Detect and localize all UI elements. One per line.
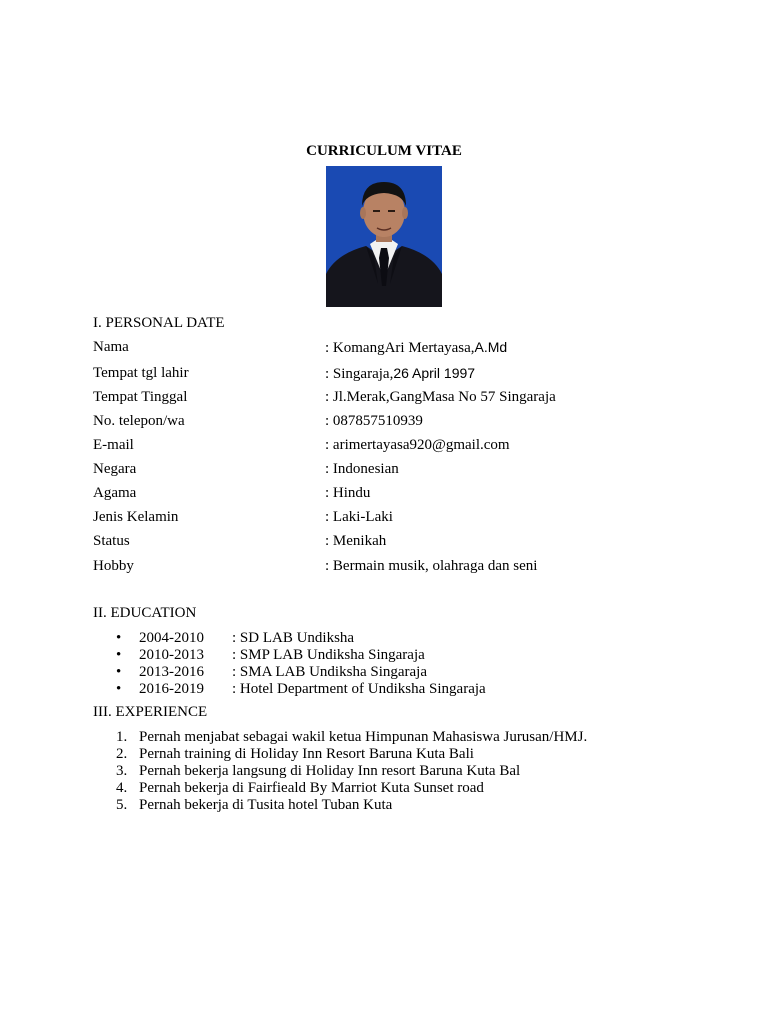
education-heading: II. EDUCATION [93, 605, 197, 621]
personal-row-email [93, 437, 693, 457]
row-value: : Menikah [325, 533, 387, 549]
personal-row-status [93, 533, 693, 553]
row-label: Nama [93, 339, 129, 355]
row-value: : Jl.Merak,GangMasa No 57 Singaraja [325, 389, 556, 405]
personal-row-address [93, 389, 693, 409]
row-value: : 087857510939 [325, 413, 423, 429]
personal-row-birth [93, 365, 693, 385]
personal-row-phone [93, 413, 693, 433]
row-label: No. telepon/wa [93, 413, 185, 429]
profile-photo [326, 166, 442, 307]
cv-title: CURRICULUM VITAE [306, 143, 462, 159]
personal-row-hobby [93, 558, 693, 578]
bullet-icon: • [116, 681, 122, 697]
row-label: Hobby [93, 558, 134, 574]
row-value: : Hindu [325, 485, 371, 501]
bullet-icon: • [116, 630, 122, 646]
row-value: : arimertayasa920@gmail.com [325, 437, 510, 453]
row-label: Tempat tgl lahir [93, 365, 189, 381]
row-value: : Singaraja,26 April 1997 [325, 365, 476, 382]
row-value: : KomangAri Mertayasa,A.Md [325, 339, 508, 356]
row-label: Negara [93, 461, 137, 477]
row-value: : Bermain musik, olahraga dan seni [325, 558, 538, 574]
row-label: Tempat Tinggal [93, 389, 188, 405]
personal-row-religion [93, 485, 693, 505]
row-label: Status [93, 533, 130, 549]
personal-row-name [93, 339, 693, 359]
row-label: E-mail [93, 437, 134, 453]
bullet-icon: • [116, 647, 122, 663]
row-label: Jenis Kelamin [93, 509, 179, 525]
bullet-icon: • [116, 664, 122, 680]
row-value: : Laki-Laki [325, 509, 393, 525]
personal-heading: I. PERSONAL DATE [93, 315, 225, 331]
row-label: Agama [93, 485, 137, 501]
row-value: : Indonesian [325, 461, 399, 477]
personal-row-gender [93, 509, 693, 529]
personal-row-country [93, 461, 693, 481]
experience-heading: III. EXPERIENCE [93, 704, 208, 720]
